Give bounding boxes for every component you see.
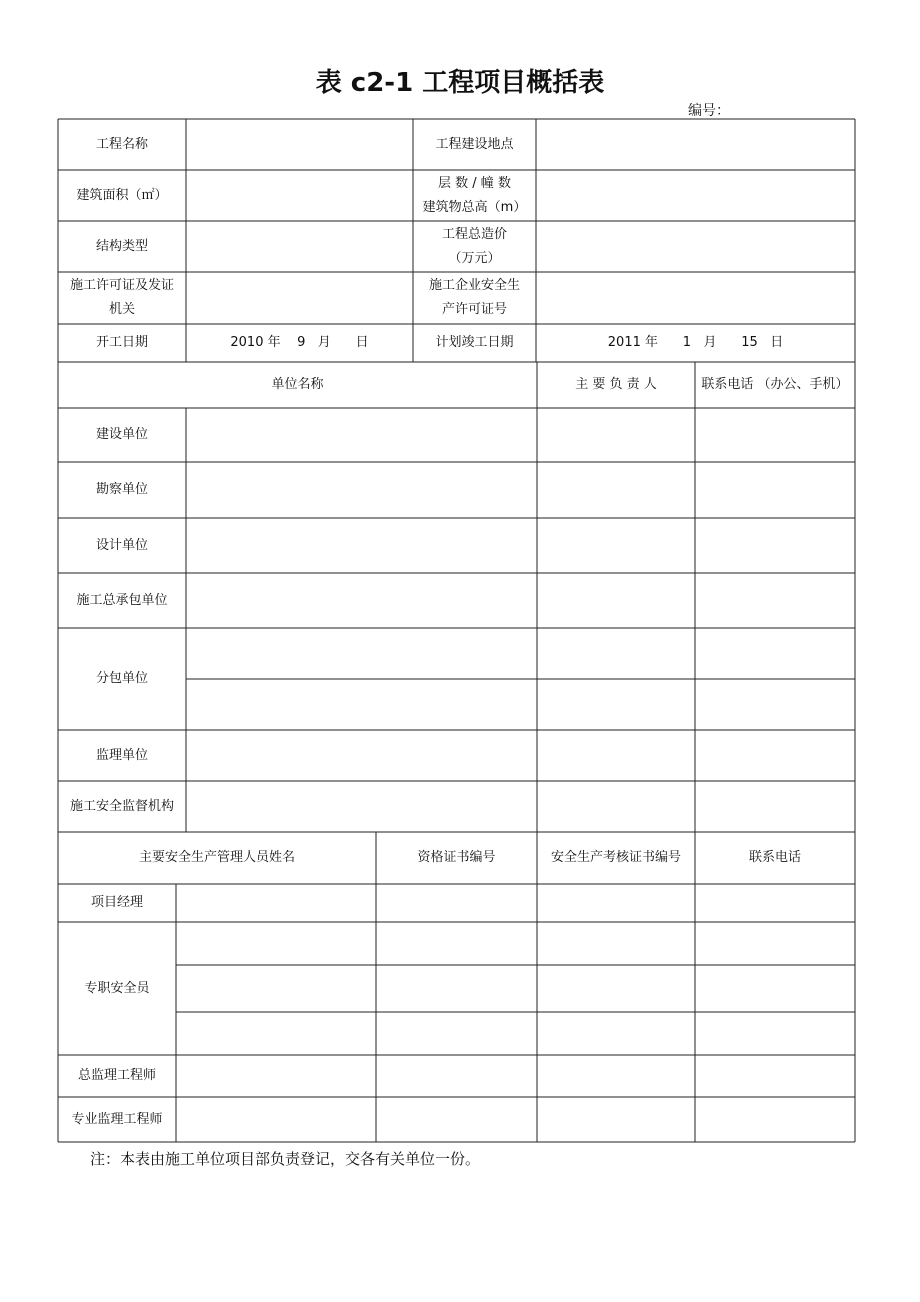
height-label: 建筑物总高（m） xyxy=(422,199,527,215)
total-cost-field[interactable] xyxy=(536,221,855,272)
personnel-row-label: 总监理工程师 xyxy=(77,1068,156,1083)
project-name-field[interactable] xyxy=(186,119,413,170)
completion-date-value[interactable]: 2011 年 1 月 15 日 xyxy=(607,335,784,350)
unit-row-label: 施工总承包单位 xyxy=(76,592,168,608)
personnel-row-label: 专业监理工程师 xyxy=(71,1111,163,1127)
unit-row-label: 建设单位 xyxy=(95,427,148,442)
total-cost-label xyxy=(413,221,536,272)
unit-phone-header: 联系电话 （办公、手机） xyxy=(701,377,849,392)
qualification-no-header: 资格证书编号 xyxy=(417,850,496,865)
safety-license-label-line2: 产许可证号 xyxy=(441,302,507,317)
planned-completion-label: 计划竣工日期 xyxy=(435,335,514,350)
personnel-phone-header: 联系电话 xyxy=(748,850,801,865)
unit-row-label: 分包单位 xyxy=(95,671,148,686)
permit-label-line1: 施工许可证及发证 xyxy=(69,278,174,293)
principal-header: 主 要 负 责 人 xyxy=(575,377,657,392)
start-date-value[interactable]: 2010 年 9 月 日 xyxy=(230,335,369,350)
permit-label-line2: 机关 xyxy=(108,302,135,317)
construction-site-label: 工程建设地点 xyxy=(435,136,514,152)
floors-height-label xyxy=(413,170,536,221)
safety-cert-no-header: 安全生产考核证书编号 xyxy=(550,850,681,865)
permit-label xyxy=(58,272,186,324)
floors-height-field[interactable] xyxy=(536,170,855,221)
footnote: 注：本表由施工单位项目部负责登记，交各有关单位一份。 xyxy=(90,1150,481,1168)
unit-row-label: 施工安全监督机构 xyxy=(69,798,174,814)
personnel-row-label: 项目经理 xyxy=(90,895,143,910)
safety-license-label xyxy=(413,272,536,324)
construction-site-field[interactable] xyxy=(536,119,855,170)
unit-row-label: 设计单位 xyxy=(95,537,148,553)
total-cost-label-line2: （万元） xyxy=(448,250,501,266)
document-title: 表 c2-1 工程项目概括表 xyxy=(315,68,605,98)
safety-license-label-line1: 施工企业安全生 xyxy=(428,278,520,293)
unit-row-label: 监理单位 xyxy=(95,747,148,763)
personnel-row-label: 专职安全员 xyxy=(84,980,150,996)
unit-row-label: 勘察单位 xyxy=(95,482,148,497)
floor-area-field[interactable] xyxy=(186,170,413,221)
start-date-label: 开工日期 xyxy=(95,335,148,350)
personnel-name-header: 主要安全生产管理人员姓名 xyxy=(138,850,295,865)
serial-number-label: 编号： xyxy=(688,103,730,119)
floors-label: 层 数 / 幢 数 xyxy=(438,175,511,191)
safety-license-field[interactable] xyxy=(536,272,855,324)
structure-type-label: 结构类型 xyxy=(95,238,148,254)
floor-area-label: 建筑面积（㎡） xyxy=(76,187,168,203)
unit-name-header: 单位名称 xyxy=(271,377,324,392)
permit-field[interactable] xyxy=(186,272,413,324)
structure-type-field[interactable] xyxy=(186,221,413,272)
total-cost-label-line1: 工程总造价 xyxy=(441,226,507,242)
project-name-label: 工程名称 xyxy=(95,136,148,152)
